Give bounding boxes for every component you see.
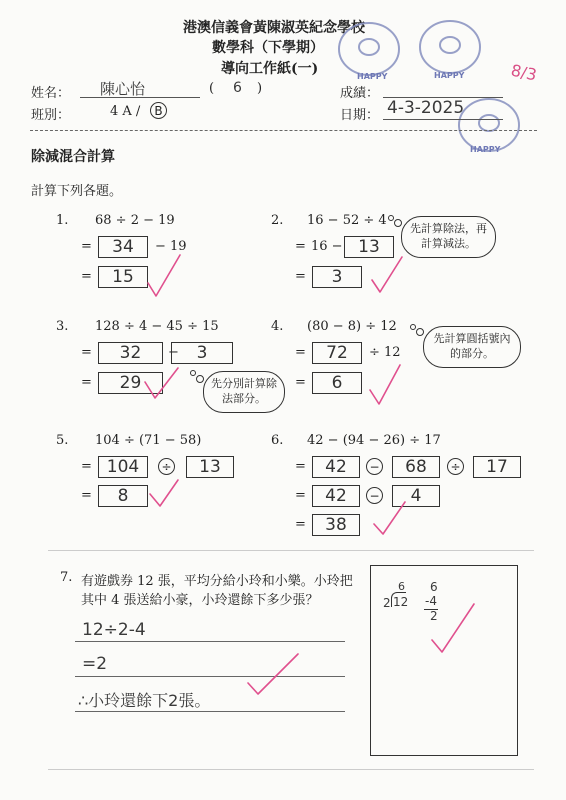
q2-expression: 16 − 52 ÷ 4: [307, 213, 387, 228]
q1-eq2: =: [81, 269, 92, 284]
q3-answer-box-1[interactable]: 32: [98, 342, 163, 364]
class-number: 6: [233, 80, 242, 96]
q7-work-sub-top: 6: [430, 580, 438, 594]
q7-text-line2: 其中 4 張送給小豪，小玲還餘下多少張？: [81, 593, 319, 608]
q6-answer-box-5[interactable]: 4: [392, 485, 440, 507]
q4-number: 4.: [271, 319, 284, 334]
date-label: 日期：: [340, 108, 380, 123]
q6-number: 6.: [271, 433, 284, 448]
stamp-label-2: HAPPY: [434, 71, 465, 80]
q4-expression: (80 − 8) ÷ 12: [307, 319, 397, 334]
q2-hint-bubble: 先計算除法，再計算減法。: [401, 216, 496, 258]
check-icon: [148, 255, 180, 296]
subject-title: 數學科（下學期）: [212, 40, 324, 56]
instruction: 計算下列各題。: [31, 184, 123, 199]
q7-answer-1: 12÷2-4: [82, 620, 146, 640]
q6-expression: 42 − (94 − 26) ÷ 17: [307, 433, 441, 448]
check-icon: [432, 604, 474, 652]
q6-answer-box-4[interactable]: 42: [312, 485, 360, 507]
q4-rest: ÷ 12: [369, 345, 401, 360]
section-title: 除減混合計算: [31, 149, 115, 165]
check-icon: [372, 257, 402, 292]
q7-answer-2: =2: [82, 654, 108, 674]
q1-expression: 68 ÷ 2 − 19: [95, 213, 175, 228]
q6-eq2: =: [295, 488, 306, 503]
q3-hint-bubble: 先分別計算除法部分。: [203, 371, 285, 413]
q1-number: 1.: [56, 213, 69, 228]
q3-eq2: =: [81, 375, 92, 390]
q5-op-circle: ÷: [158, 458, 175, 475]
stamp-label-1: HAPPY: [357, 72, 388, 81]
q2-pre: 16 −: [311, 239, 343, 254]
check-icon: [150, 480, 178, 506]
q4-answer-box-2[interactable]: 6: [312, 372, 362, 394]
q2-eq1: =: [295, 239, 306, 254]
stamp-label-3: HAPPY: [470, 145, 501, 154]
q7-work-sub-mid: -4: [425, 594, 437, 608]
q7-number: 7.: [60, 570, 73, 585]
q6-eq3: =: [295, 517, 306, 532]
q3-number: 3.: [56, 319, 69, 334]
q7-answer-3: ∴小玲還餘下2張。: [78, 691, 211, 710]
class-label: 班別：: [31, 108, 71, 123]
q3-expression: 128 ÷ 4 − 45 ÷ 15: [95, 319, 219, 334]
q4-eq1: =: [295, 345, 306, 360]
q1-answer-box-1[interactable]: 34: [98, 236, 148, 258]
q6-eq1: =: [295, 459, 306, 474]
q2-answer-box-2[interactable]: 3: [312, 266, 362, 288]
q7-work-divisor: 2: [383, 596, 391, 610]
number-close: ): [257, 81, 263, 96]
q6-op-circle-2: ÷: [447, 458, 464, 475]
q6-op-circle-3: −: [366, 487, 383, 504]
q5-answer-box-1[interactable]: 104: [98, 456, 148, 478]
q1-answer-box-2[interactable]: 15: [98, 266, 148, 288]
q6-op-circle-1: −: [366, 458, 383, 475]
q5-number: 5.: [56, 433, 69, 448]
teacher-score: 8/3: [509, 60, 539, 85]
q5-expression: 104 ÷ (71 − 58): [95, 433, 202, 448]
q3-eq1: =: [81, 345, 92, 360]
check-icon: [370, 365, 400, 404]
grade-label: 成績：: [340, 86, 380, 101]
q6-answer-box-1[interactable]: 42: [312, 456, 360, 478]
q5-answer-box-3[interactable]: 8: [98, 485, 148, 507]
q6-answer-box-6[interactable]: 38: [312, 514, 360, 536]
q2-number: 2.: [271, 213, 284, 228]
q7-work-dividend: 12: [393, 595, 409, 609]
q4-eq2: =: [295, 375, 306, 390]
q6-answer-box-2[interactable]: 68: [392, 456, 440, 478]
q4-answer-box-1[interactable]: 72: [312, 342, 362, 364]
name-label: 姓名：: [31, 86, 71, 101]
class-section-circled: B: [150, 102, 167, 119]
q2-eq2: =: [295, 269, 306, 284]
q5-eq1: =: [81, 459, 92, 474]
q7-work-quotient: 6: [398, 580, 405, 593]
school-name: 港澳信義會黃陳淑英紀念學校: [183, 20, 365, 36]
q4-hint-bubble: 先計算圓括號內的部分。: [423, 326, 521, 368]
q3-answer-box-2[interactable]: 3: [171, 342, 233, 364]
q1-eq1: =: [81, 239, 92, 254]
check-icon: [248, 654, 298, 694]
date-value: 4-3-2025: [387, 98, 465, 118]
class-value: 4 A /: [110, 104, 141, 119]
q6-answer-box-3[interactable]: 17: [473, 456, 521, 478]
q3-answer-box-3[interactable]: 29: [98, 372, 163, 394]
q2-answer-box-1[interactable]: 13: [344, 236, 394, 258]
q7-text-line1: 有遊戲券 12 張，平均分給小玲和小樂。小玲把: [81, 574, 353, 589]
name-value: 陳心怡: [100, 80, 146, 98]
q5-eq2: =: [81, 488, 92, 503]
check-icon: [145, 368, 178, 398]
q1-rest: − 19: [155, 239, 187, 254]
q3-op: −: [168, 345, 179, 360]
check-icon: [374, 502, 405, 534]
q5-answer-box-2[interactable]: 13: [186, 456, 234, 478]
worksheet-title: 導向工作紙(一): [221, 61, 319, 77]
q7-work-sub-bot: 2: [430, 609, 438, 623]
number-open: (: [209, 81, 215, 96]
